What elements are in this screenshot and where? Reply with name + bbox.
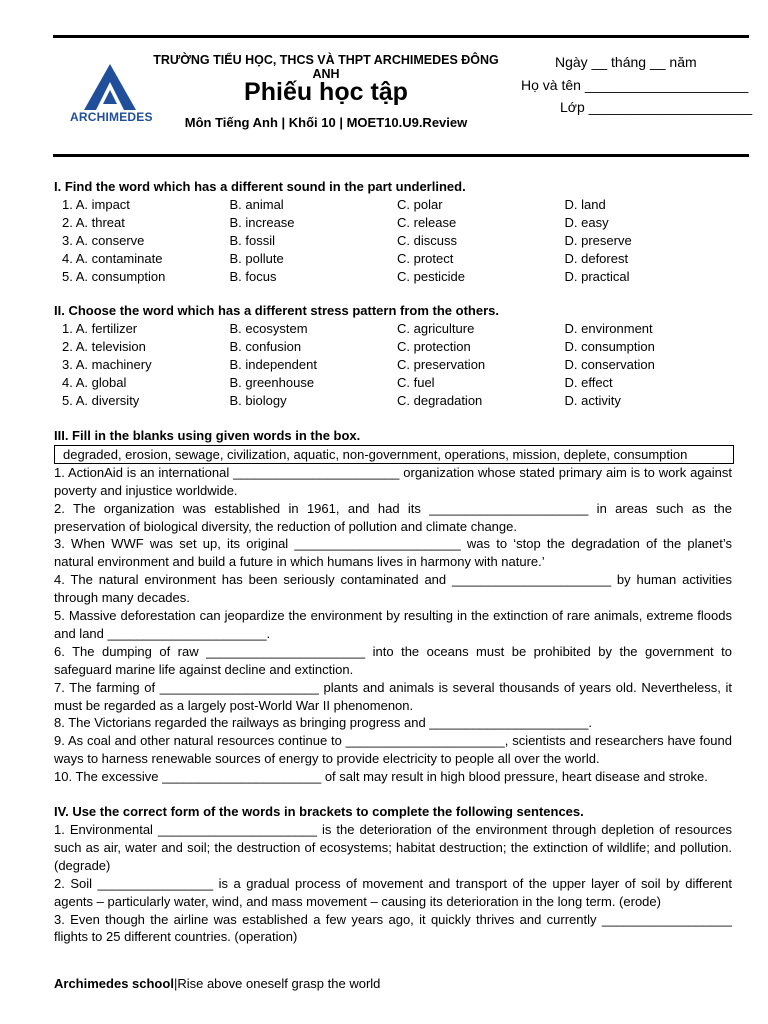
footer-school: Archimedes school: [54, 976, 174, 991]
stress-question-row: [54, 338, 732, 356]
stress-option: B. ecosystem: [229, 321, 308, 337]
name-field: Họ và tên _____________________: [521, 77, 749, 93]
fill-blank-item: 2. The organization was established in 1961, and had its ______________________ in areas such as the preservation of biological diversity, the reduction of pollution and climate change.: [54, 500, 732, 534]
sound-option: C. protect: [397, 250, 454, 266]
sound-question-row: [54, 250, 732, 268]
sound-option: D. deforest: [564, 250, 629, 266]
stress-question-row: [54, 356, 732, 374]
sound-option: C. discuss: [397, 232, 457, 248]
section3-title: III. Fill in the blanks using given words in the box.: [54, 427, 361, 443]
class-field: Lớp _____________________: [560, 99, 753, 115]
sound-question-row: [54, 232, 732, 250]
fill-blank-item: 7. The farming of ______________________ plants and animals is several thousands of years old. Nevertheless, it must be regarded as a largely post-World War II phenomenon.: [54, 679, 732, 713]
sound-option: B. focus: [229, 268, 277, 284]
sound-option: D. land: [564, 196, 606, 212]
sound-option: 2. A. threat: [62, 214, 125, 230]
top-rule: [53, 35, 749, 38]
section4-items: [54, 821, 732, 946]
sound-option: 5. A. consumption: [62, 268, 166, 284]
stress-question-row: [54, 392, 732, 410]
section2-title: II. Choose the word which has a different stress pattern from the others.: [54, 303, 499, 319]
stress-option: B. biology: [229, 392, 287, 408]
stress-question-row: [54, 374, 732, 392]
logo-a-icon: [84, 64, 136, 110]
stress-option: C. degradation: [397, 392, 483, 408]
word-form-item: 2. Soil ________________ is a gradual process of movement and transport of the upper layer of soil by different agents – particularly water, wind, and mass movement – causing its deterioration in the long term. (erode): [54, 875, 732, 909]
section1-rows: [54, 196, 732, 286]
stress-option: 4. A. global: [62, 375, 127, 391]
sound-option: D. easy: [564, 214, 609, 230]
school-name: TRƯỜNG TIỂU HỌC, THCS VÀ THPT ARCHIMEDES ĐÔNG ANH: [153, 53, 499, 81]
stress-option: C. preservation: [397, 357, 486, 373]
stress-option: B. greenhouse: [229, 375, 315, 391]
sound-option: 1. A. impact: [62, 196, 130, 212]
stress-option: C. agriculture: [397, 321, 475, 337]
stress-option: D. consumption: [564, 339, 655, 355]
section4-title: IV. Use the correct form of the words in brackets to complete the following sentences.: [54, 804, 584, 820]
fill-blank-item: 10. The excessive ______________________ of salt may result in high blood pressure, heart disease and stroke.: [54, 769, 708, 785]
header-bottom-rule: [53, 154, 749, 157]
sound-option: B. pollute: [229, 250, 284, 266]
fill-blank-item: 4. The natural environment has been seriously contaminated and ______________________ by human activities through many decades.: [54, 572, 732, 606]
stress-option: D. conservation: [564, 357, 655, 373]
section1-title: I. Find the word which has a different sound in the part underlined.: [54, 179, 466, 194]
sound-option: 3. A. conserve: [62, 232, 145, 248]
sound-option: B. fossil: [229, 232, 276, 248]
fill-blank-item: 6. The dumping of raw ______________________ into the oceans must be prohibited by the government to safeguard marine life against decline and extinction.: [54, 643, 732, 677]
stress-question-row: [54, 320, 732, 338]
sound-question-row: [54, 214, 732, 232]
fill-blank-item: 3. When WWF was set up, its original _______________________ was to ‘stop the degradation of the planet’s natural environment and build a future in which humans lives in harmony with nature.’: [54, 536, 732, 570]
stress-option: C. protection: [397, 339, 471, 355]
sound-option: D. preserve: [564, 232, 632, 248]
word-form-item: 3. Even though the airline was established a few years ago, it quickly thrives and currently __________________ flights to 25 different countries. (operation): [54, 911, 732, 945]
section2-rows: [54, 320, 732, 410]
subject-line: Môn Tiếng Anh | Khối 10 | MOET10.U9.Review: [184, 115, 468, 130]
sound-question-row: [54, 196, 732, 214]
stress-option: C. fuel: [397, 375, 435, 391]
sound-option: C. polar: [397, 196, 443, 212]
sound-option: C. release: [397, 214, 457, 230]
fill-blank-item: 1. ActionAid is an international _______________________ organization whose stated primary aim is to work against poverty and injustice worldwide.: [54, 464, 732, 498]
stress-option: 5. A. diversity: [62, 392, 140, 408]
date-field: Ngày __ tháng __ năm: [555, 54, 697, 70]
sound-option: 4. A. contaminate: [62, 250, 163, 266]
worksheet-content: [54, 178, 732, 946]
stress-option: D. activity: [564, 392, 621, 408]
stress-option: 1. A. fertilizer: [62, 321, 138, 337]
stress-option: D. effect: [564, 375, 613, 391]
logo-text: ARCHIMEDES: [70, 110, 153, 124]
sound-option: B. animal: [229, 196, 284, 212]
stress-option: B. confusion: [229, 339, 302, 355]
stress-option: 3. A. machinery: [62, 357, 152, 373]
footer-motto: Rise above oneself grasp the world: [177, 976, 381, 991]
sound-option: C. pesticide: [397, 268, 465, 284]
footer-separator: |: [173, 976, 178, 991]
stress-option: D. environment: [564, 321, 653, 337]
word-box: degraded, erosion, sewage, civilization, aquatic, non-government, operations, mission, deplete, consumption: [54, 445, 734, 464]
sound-option: B. increase: [229, 214, 295, 230]
fill-blank-item: 8. The Victorians regarded the railways as bringing progress and ______________________.: [54, 715, 592, 731]
section3-items: [54, 464, 732, 786]
fill-blank-item: 9. As coal and other natural resources continue to ______________________, scientists and researchers have found ways to harness renewable sources of energy to provide electricity to people all over the world.: [54, 733, 732, 767]
page-title: Phiếu học tập: [244, 78, 408, 106]
school-logo: [70, 62, 153, 126]
stress-option: 2. A. television: [62, 339, 146, 355]
fill-blank-item: 5. Massive deforestation can jeopardize the environment by resulting in the extinction of rare animals, extreme floods and land ______________________.: [54, 608, 732, 641]
sound-question-row: [54, 268, 732, 286]
footer: [54, 976, 380, 991]
sound-option: D. practical: [564, 268, 630, 284]
word-form-item: 1. Environmental ______________________ is the deterioration of the environment through depletion of resources such as air, water and soil; the destruction of ecosystems; habitat destruction; the extinction of wildlife; and pollution. (degrade): [54, 822, 732, 873]
stress-option: B. independent: [229, 357, 317, 373]
